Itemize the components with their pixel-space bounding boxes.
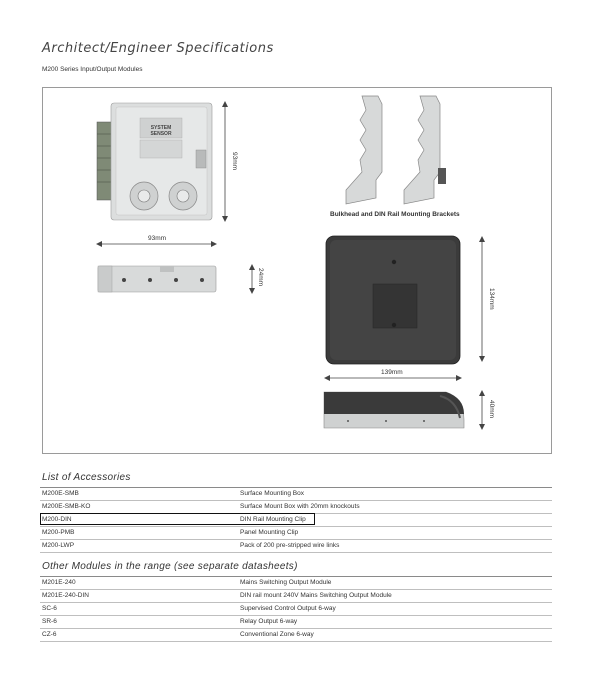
table-row	[40, 577, 552, 590]
dim-box-depth: 40mm	[488, 400, 495, 419]
brackets-caption: Bulkhead and DIN Rail Mounting Brackets	[330, 211, 460, 218]
table-row	[40, 540, 552, 553]
module-desc: DIN rail mount 240V Mains Switching Output Module	[240, 592, 392, 599]
table-row	[40, 629, 552, 642]
table-row	[40, 488, 552, 501]
dim-module-depth: 24mm	[257, 268, 264, 287]
module-desc: Mains Switching Output Module	[240, 579, 332, 586]
accessory-code: M200E-SMB	[42, 490, 79, 497]
accessory-desc: DIN Rail Mounting Clip	[240, 516, 306, 523]
dim-module-width: 93mm	[148, 235, 167, 242]
accessory-code: M200-DIN	[42, 516, 72, 523]
accessory-code: M200-PMB	[42, 529, 75, 536]
accessory-desc: Surface Mount Box with 20mm knockouts	[240, 503, 360, 510]
module-brand-label: SYSTEM SENSOR	[150, 125, 172, 137]
other-modules-heading: Other Modules in the range (see separate datasheets)	[42, 561, 298, 572]
accessory-desc: Pack of 200 pre-stripped wire links	[240, 542, 340, 549]
accessory-code: M200-LWP	[42, 542, 75, 549]
module-code: SR-6	[42, 618, 57, 625]
module-code: SC-6	[42, 605, 57, 612]
table-row	[40, 527, 552, 540]
table-row	[40, 616, 552, 629]
table-row	[40, 603, 552, 616]
accessory-desc: Panel Mounting Clip	[240, 529, 299, 536]
module-code: M201E-240	[42, 579, 76, 586]
dim-module-height: 93mm	[231, 152, 238, 171]
row-highlight-box	[40, 513, 315, 525]
table-row	[40, 590, 552, 603]
dim-box-height: 134mm	[488, 288, 495, 310]
page-title: Architect/Engineer Specifications	[42, 41, 274, 56]
module-desc: Conventional Zone 6-way	[240, 631, 314, 638]
module-desc: Relay Output 6-way	[240, 618, 298, 625]
accessories-heading: List of Accessories	[42, 472, 131, 483]
accessory-desc: Surface Mounting Box	[240, 490, 304, 497]
module-code: CZ-6	[42, 631, 57, 638]
accessory-code: M200E-SMB-KO	[42, 503, 91, 510]
module-code: M201E-240-DIN	[42, 592, 89, 599]
page-subtitle: M200 Series Input/Output Modules	[42, 66, 143, 73]
module-desc: Supervised Control Output 6-way	[240, 605, 336, 612]
dim-box-width: 139mm	[381, 369, 403, 376]
